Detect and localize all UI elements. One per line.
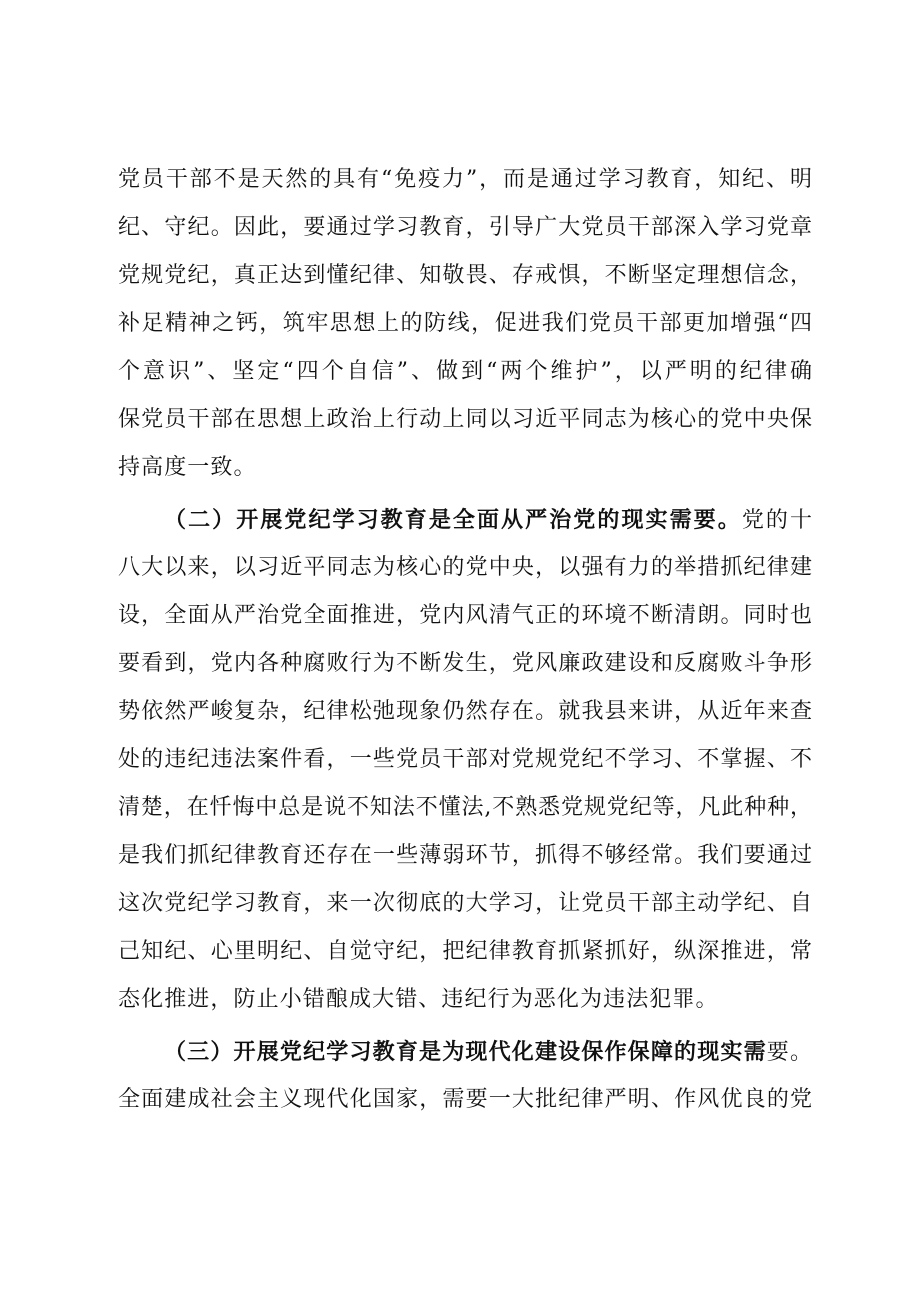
text-line: 设，全面从严治党全面推进，党内风清气正的环境不断清朗。同时也 (118, 603, 812, 628)
text-line: 己知纪、心里明纪、自觉守纪，把纪律教育抓紧抓好，纵深推进，常 (118, 939, 812, 964)
text-run: 党的十 (741, 508, 812, 533)
heading-line (118, 1028, 812, 1076)
text-line: 党员干部不是天然的具有“免疫力”，而是通过学习教育，知纪、明 (118, 167, 812, 192)
text-line: 全面建成社会主义现代化国家，需要一大批纪律严明、作风优良的党 (118, 1087, 812, 1112)
text-line: 纪、守纪。因此，要通过学习教育，引导广大党员干部深入学习党章 (118, 215, 812, 240)
text-line: 持高度一致。 (118, 455, 257, 480)
section-heading: （三）开展党纪学习教育是为现代化建设保作保障的现实需 (164, 1039, 767, 1065)
document-body (118, 156, 812, 1128)
text-run: 要。 (766, 1040, 812, 1065)
text-line: 清楚，在忏悔中总是说不知法不懂法,不熟悉党规党纪等，凡此种种， (118, 795, 812, 820)
text-line: 是我们抓纪律教育还存在一些薄弱环节，抓得不够经常。我们要通过 (118, 843, 812, 868)
text-line: 补足精神之钙，筑牢思想上的防线，促进我们党员干部更加增强“四 (118, 311, 812, 336)
paragraph-3 (118, 1028, 812, 1124)
paragraph-1 (118, 156, 812, 492)
text-line: 八大以来，以习近平同志为核心的党中央，以强有力的举措抓纪律建 (118, 555, 812, 580)
text-line: 这次党纪学习教育，来一次彻底的大学习，让党员干部主动学纪、自 (118, 891, 812, 916)
text-line: 要看到，党内各种腐败行为不断发生，党风廉政建设和反腐败斗争形 (118, 651, 812, 676)
text-line: 势依然严峻复杂，纪律松弛现象仍然存在。就我县来讲，从近年来查 (118, 699, 812, 724)
heading-line (118, 496, 812, 544)
section-heading: （二）开展党纪学习教育是全面从严治党的现实需要。 (164, 507, 742, 533)
text-line: 党规党纪，真正达到懂纪律、知敬畏、存戒惧，不断坚定理想信念， (118, 263, 812, 288)
text-line: 态化推进，防止小错酿成大错、违纪行为恶化为违法犯罪。 (118, 987, 719, 1012)
paragraph-2 (118, 496, 812, 1024)
text-line: 个意识”、坚定“四个自信”、做到“两个维护”，以严明的纪律确 (118, 359, 812, 384)
text-line: 保党员干部在思想上政治上行动上同以习近平同志为核心的党中央保 (118, 407, 812, 432)
text-line: 处的违纪违法案件看，一些党员干部对党规党纪不学习、不掌握、不 (118, 747, 812, 772)
